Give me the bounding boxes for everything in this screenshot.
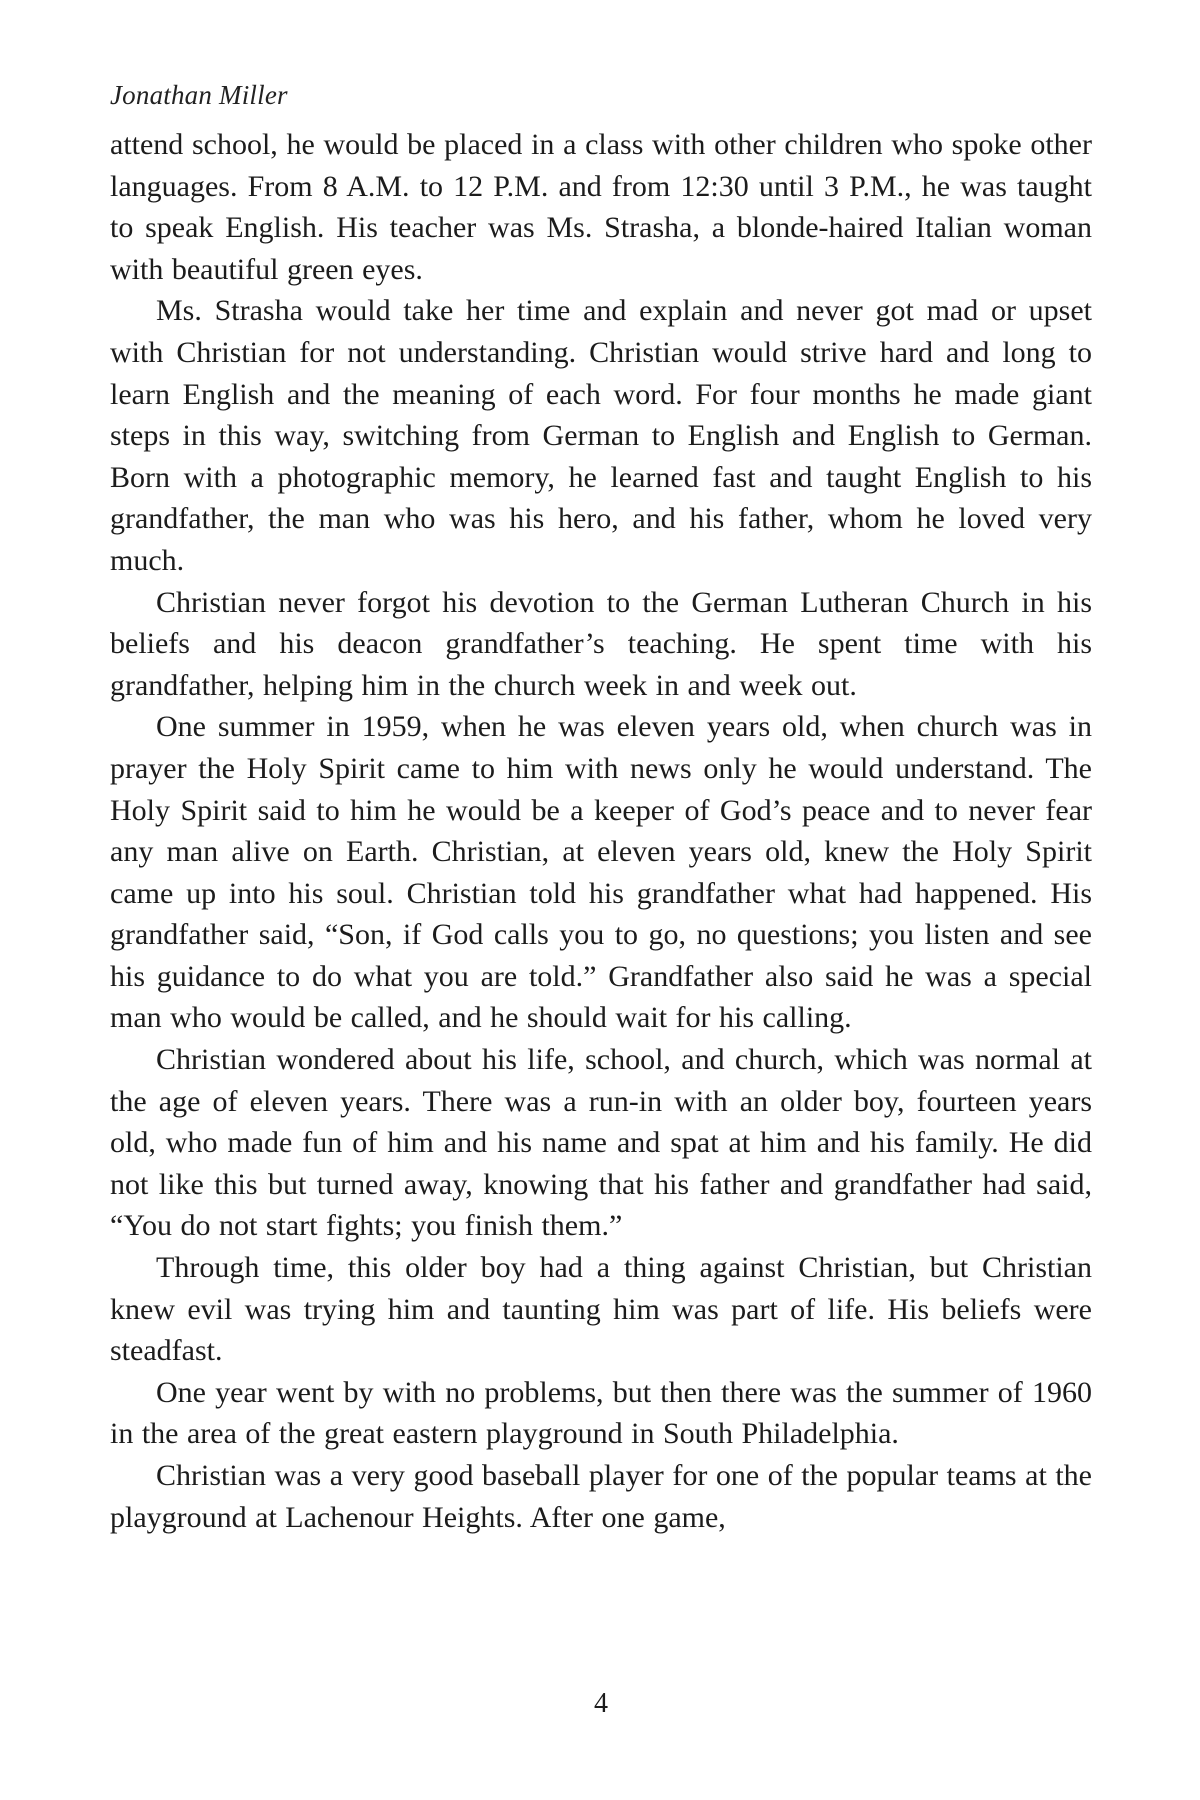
paragraph: attend school, he would be placed in a class with other children who spoke other languages. From 8 A.M. to 12 P.M. and from 12:30 until 3 P.M., he was taught to speak English. His teacher was Ms. Strasha, a blonde-haired Italian woman with beautiful green eyes. xyxy=(110,128,1092,286)
page-number: 4 xyxy=(594,1688,608,1719)
paragraph: Christian wondered about his life, school, and church, which was normal at the age of eleven years. There was a run-in with an older boy, fourteen years old, who made fun of him and his name and spat at him and his family. He did not like this but turned away, knowing that his father and grandfather had said, “You do not start fights; you finish them.” xyxy=(110,1043,1092,1243)
running-header: Jonathan Miller xyxy=(110,80,288,110)
body-text xyxy=(110,124,1092,1538)
paragraph: Ms. Strasha would take her time and explain and never got mad or upset with Christian for not understanding. Christian would strive hard and long to learn English and the meaning of each word. For four months he made giant steps in this way, switching from German to English and English to German. Born with a photographic memory, he learned fast and taught English to his grandfather, the man who was his hero, and his father, whom he loved very much. xyxy=(110,294,1092,577)
paragraph: One summer in 1959, when he was eleven years old, when church was in prayer the Holy Spirit came to him with news only he would understand. The Holy Spirit said to him he would be a keeper of God’s peace and to never fear any man alive on Earth. Christian, at eleven years old, knew the Holy Spirit came up into his soul. Christian told his grandfather what had happened. His grandfather said, “Son, if God calls you to go, no questions; you listen and see his guidance to do what you are told.” Grandfather also said he was a special man who would be called, and he should wait for his calling. xyxy=(110,710,1092,1035)
paragraph: Through time, this older boy had a thing against Christian, but Christian knew evil was trying him and taunting him was part of life. His beliefs were steadfast. xyxy=(110,1251,1092,1368)
paragraph: Christian was a very good baseball player for one of the popular teams at the playground at Lachenour Heights. After one game, xyxy=(110,1459,1092,1534)
paragraph: Christian never forgot his devotion to the German Lutheran Church in his beliefs and his deacon grandfather’s teaching. He spent time with his grandfather, helping him in the church week in and week out. xyxy=(110,585,1092,702)
paragraph: One year went by with no problems, but then there was the summer of 1960 in the area of the great eastern playground in South Philadelphia. xyxy=(110,1375,1092,1451)
